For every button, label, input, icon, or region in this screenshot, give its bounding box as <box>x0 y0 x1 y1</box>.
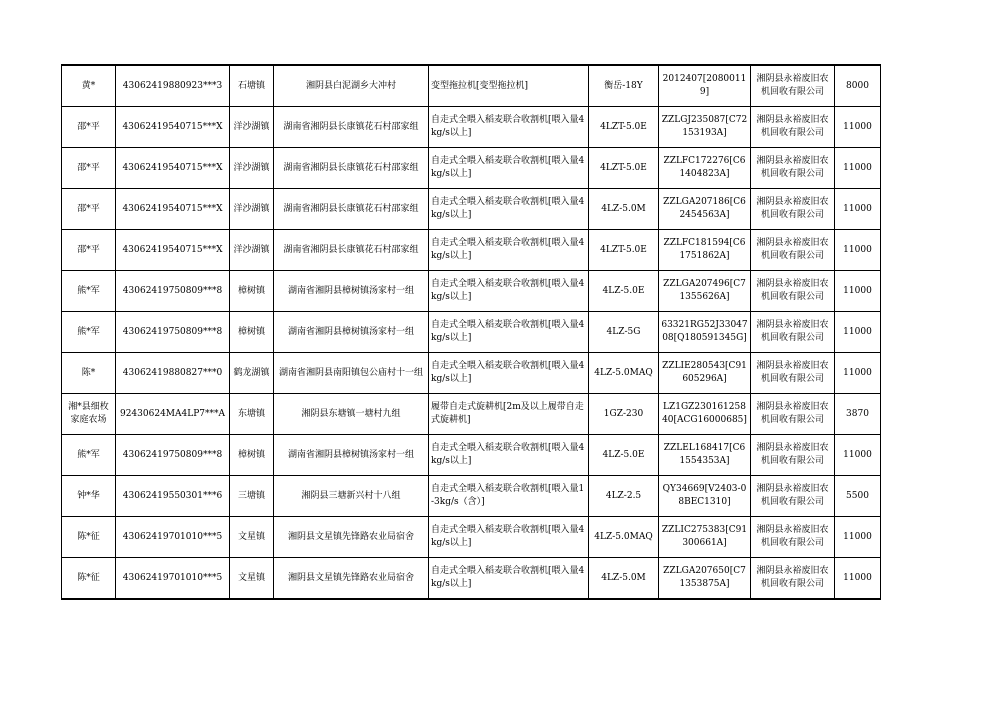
table-row <box>62 476 881 517</box>
machine-type-cell: 自走式全喂入稻麦联合收割机[喂入量4kg/s以上] <box>429 148 589 189</box>
id-number-cell: 43062419750809***8 <box>116 312 230 353</box>
subsidy-amount-cell: 11000 <box>835 271 881 312</box>
machine-type-cell: 变型拖拉机[变型拖拉机] <box>429 65 589 107</box>
address-cell: 湖南省湘阴县长康镇花石村邵家组 <box>274 230 429 271</box>
address-cell: 湖南省湘阴县南阳镇包公庙村十一组 <box>274 353 429 394</box>
table-row <box>62 312 881 353</box>
id-number-cell: 43062419540715***X <box>116 230 230 271</box>
machine-type-cell: 自走式全喂入稻麦联合收割机[喂入量4kg/s以上] <box>429 517 589 558</box>
recycler-company-cell: 湘阴县永裕废旧农机回收有限公司 <box>751 312 835 353</box>
subsidy-amount-cell: 11000 <box>835 517 881 558</box>
machine-type-cell: 自走式全喂入稻麦联合收割机[喂入量4kg/s以上] <box>429 107 589 148</box>
table-row <box>62 353 881 394</box>
serial-number-cell: 63321RG52J3304708[Q180591345G] <box>659 312 751 353</box>
owner-name-cell: 熊*军 <box>62 312 116 353</box>
address-cell: 湖南省湘阴县长康镇花石村邵家组 <box>274 189 429 230</box>
recycler-company-cell: 湘阴县永裕废旧农机回收有限公司 <box>751 148 835 189</box>
address-cell: 湘阴县三塘新兴村十八组 <box>274 476 429 517</box>
address-cell: 湘阴县文星镇先锋路农业局宿舍 <box>274 558 429 600</box>
serial-number-cell: QY34669[V2403-08BEC1310] <box>659 476 751 517</box>
owner-name-cell: 陈*征 <box>62 517 116 558</box>
subsidy-table <box>61 64 881 600</box>
subsidy-amount-cell: 11000 <box>835 107 881 148</box>
owner-name-cell: 钟*华 <box>62 476 116 517</box>
id-number-cell: 43062419540715***X <box>116 189 230 230</box>
serial-number-cell: ZZLGA207650[C71353875A] <box>659 558 751 600</box>
table-row <box>62 189 881 230</box>
recycler-company-cell: 湘阴县永裕废旧农机回收有限公司 <box>751 476 835 517</box>
model-cell: 4LZ-5.0M <box>589 189 659 230</box>
model-cell: 4LZ-5G <box>589 312 659 353</box>
address-cell: 湖南省湘阴县樟树镇汤家村一组 <box>274 271 429 312</box>
owner-name-cell: 邵*平 <box>62 148 116 189</box>
id-number-cell: 92430624MA4LP7***A <box>116 394 230 435</box>
id-number-cell: 43062419880827***0 <box>116 353 230 394</box>
model-cell: 4LZT-5.0E <box>589 230 659 271</box>
subsidy-amount-cell: 11000 <box>835 558 881 600</box>
subsidy-amount-cell: 11000 <box>835 312 881 353</box>
serial-number-cell: ZZLGA207186[C62454563A] <box>659 189 751 230</box>
owner-name-cell: 邵*平 <box>62 189 116 230</box>
table-row <box>62 148 881 189</box>
table-row <box>62 517 881 558</box>
owner-name-cell: 陈*征 <box>62 558 116 600</box>
address-cell: 湘阴县白泥湖乡大冲村 <box>274 65 429 107</box>
id-number-cell: 43062419750809***8 <box>116 435 230 476</box>
model-cell: 1GZ-230 <box>589 394 659 435</box>
town-cell: 三塘镇 <box>230 476 274 517</box>
serial-number-cell: ZZLGA207496[C71355626A] <box>659 271 751 312</box>
recycler-company-cell: 湘阴县永裕废旧农机回收有限公司 <box>751 394 835 435</box>
owner-name-cell: 邵*平 <box>62 230 116 271</box>
table-row <box>62 394 881 435</box>
town-cell: 洋沙湖镇 <box>230 148 274 189</box>
serial-number-cell: ZZLIE280543[C91605296A] <box>659 353 751 394</box>
recycler-company-cell: 湘阴县永裕废旧农机回收有限公司 <box>751 189 835 230</box>
machine-type-cell: 自走式全喂入稻麦联合收割机[喂入量4kg/s以上] <box>429 312 589 353</box>
serial-number-cell: ZZLFC172276[C61404823A] <box>659 148 751 189</box>
model-cell: 4LZ-2.5 <box>589 476 659 517</box>
address-cell: 湖南省湘阴县长康镇花石村邵家组 <box>274 107 429 148</box>
recycler-company-cell: 湘阴县永裕废旧农机回收有限公司 <box>751 435 835 476</box>
id-number-cell: 43062419550301***6 <box>116 476 230 517</box>
subsidy-amount-cell: 11000 <box>835 148 881 189</box>
recycler-company-cell: 湘阴县永裕废旧农机回收有限公司 <box>751 353 835 394</box>
owner-name-cell: 邵*平 <box>62 107 116 148</box>
town-cell: 洋沙湖镇 <box>230 230 274 271</box>
id-number-cell: 43062419540715***X <box>116 148 230 189</box>
recycler-company-cell: 湘阴县永裕废旧农机回收有限公司 <box>751 558 835 600</box>
serial-number-cell: 2012407[20800119] <box>659 65 751 107</box>
town-cell: 石塘镇 <box>230 65 274 107</box>
town-cell: 樟树镇 <box>230 435 274 476</box>
machine-type-cell: 自走式全喂入稻麦联合收割机[喂入量4kg/s以上] <box>429 271 589 312</box>
recycler-company-cell: 湘阴县永裕废旧农机回收有限公司 <box>751 107 835 148</box>
address-cell: 湖南省湘阴县樟树镇汤家村一组 <box>274 435 429 476</box>
subsidy-amount-cell: 11000 <box>835 230 881 271</box>
owner-name-cell: 陈* <box>62 353 116 394</box>
recycler-company-cell: 湘阴县永裕废旧农机回收有限公司 <box>751 230 835 271</box>
model-cell: 4LZ-5.0MAQ <box>589 517 659 558</box>
id-number-cell: 43062419750809***8 <box>116 271 230 312</box>
subsidy-amount-cell: 3870 <box>835 394 881 435</box>
address-cell: 湘阴县文星镇先锋路农业局宿舍 <box>274 517 429 558</box>
recycler-company-cell: 湘阴县永裕废旧农机回收有限公司 <box>751 65 835 107</box>
serial-number-cell: ZZLFC181594[C61751862A] <box>659 230 751 271</box>
table-row <box>62 271 881 312</box>
recycler-company-cell: 湘阴县永裕废旧农机回收有限公司 <box>751 517 835 558</box>
subsidy-amount-cell: 11000 <box>835 435 881 476</box>
town-cell: 文星镇 <box>230 517 274 558</box>
address-cell: 湖南省湘阴县长康镇花石村邵家组 <box>274 148 429 189</box>
model-cell: 4LZT-5.0E <box>589 148 659 189</box>
town-cell: 鹤龙湖镇 <box>230 353 274 394</box>
owner-name-cell: 黄* <box>62 65 116 107</box>
model-cell: 4LZ-5.0E <box>589 435 659 476</box>
town-cell: 樟树镇 <box>230 312 274 353</box>
town-cell: 文星镇 <box>230 558 274 600</box>
subsidy-amount-cell: 8000 <box>835 65 881 107</box>
table-row <box>62 65 881 107</box>
serial-number-cell: ZZLIC275383[C91300661A] <box>659 517 751 558</box>
subsidy-amount-cell: 11000 <box>835 353 881 394</box>
serial-number-cell: ZZLGJ235087[C72153193A] <box>659 107 751 148</box>
machine-type-cell: 履带自走式旋耕机[2m及以上履带自走式旋耕机] <box>429 394 589 435</box>
machine-type-cell: 自走式全喂入稻麦联合收割机[喂入量4kg/s以上] <box>429 189 589 230</box>
recycler-company-cell: 湘阴县永裕废旧农机回收有限公司 <box>751 271 835 312</box>
machine-type-cell: 自走式全喂入稻麦联合收割机[喂入量1-3kg/s（含）] <box>429 476 589 517</box>
model-cell: 4LZ-5.0M <box>589 558 659 600</box>
machine-type-cell: 自走式全喂入稻麦联合收割机[喂入量4kg/s以上] <box>429 230 589 271</box>
serial-number-cell: LZ1GZ23016125840[ACG16000685] <box>659 394 751 435</box>
address-cell: 湘阴县东塘镇一塘村九组 <box>274 394 429 435</box>
id-number-cell: 43062419540715***X <box>116 107 230 148</box>
model-cell: 4LZT-5.0E <box>589 107 659 148</box>
model-cell: 4LZ-5.0E <box>589 271 659 312</box>
table-row <box>62 107 881 148</box>
machine-type-cell: 自走式全喂入稻麦联合收割机[喂入量4kg/s以上] <box>429 435 589 476</box>
town-cell: 洋沙湖镇 <box>230 107 274 148</box>
model-cell: 衡岳-18Y <box>589 65 659 107</box>
table-row <box>62 435 881 476</box>
id-number-cell: 43062419701010***5 <box>116 558 230 600</box>
id-number-cell: 43062419701010***5 <box>116 517 230 558</box>
owner-name-cell: 熊*军 <box>62 271 116 312</box>
id-number-cell: 43062419880923***3 <box>116 65 230 107</box>
machine-type-cell: 自走式全喂入稻麦联合收割机[喂入量4kg/s以上] <box>429 558 589 600</box>
address-cell: 湖南省湘阴县樟树镇汤家村一组 <box>274 312 429 353</box>
owner-name-cell: 湘*县细枚家庭农场 <box>62 394 116 435</box>
machine-type-cell: 自走式全喂入稻麦联合收割机[喂入量4kg/s以上] <box>429 353 589 394</box>
subsidy-amount-cell: 5500 <box>835 476 881 517</box>
serial-number-cell: ZZLEL168417[C61554353A] <box>659 435 751 476</box>
subsidy-amount-cell: 11000 <box>835 189 881 230</box>
town-cell: 东塘镇 <box>230 394 274 435</box>
town-cell: 樟树镇 <box>230 271 274 312</box>
table-row <box>62 230 881 271</box>
model-cell: 4LZ-5.0MAQ <box>589 353 659 394</box>
table-row <box>62 558 881 600</box>
town-cell: 洋沙湖镇 <box>230 189 274 230</box>
owner-name-cell: 熊*军 <box>62 435 116 476</box>
